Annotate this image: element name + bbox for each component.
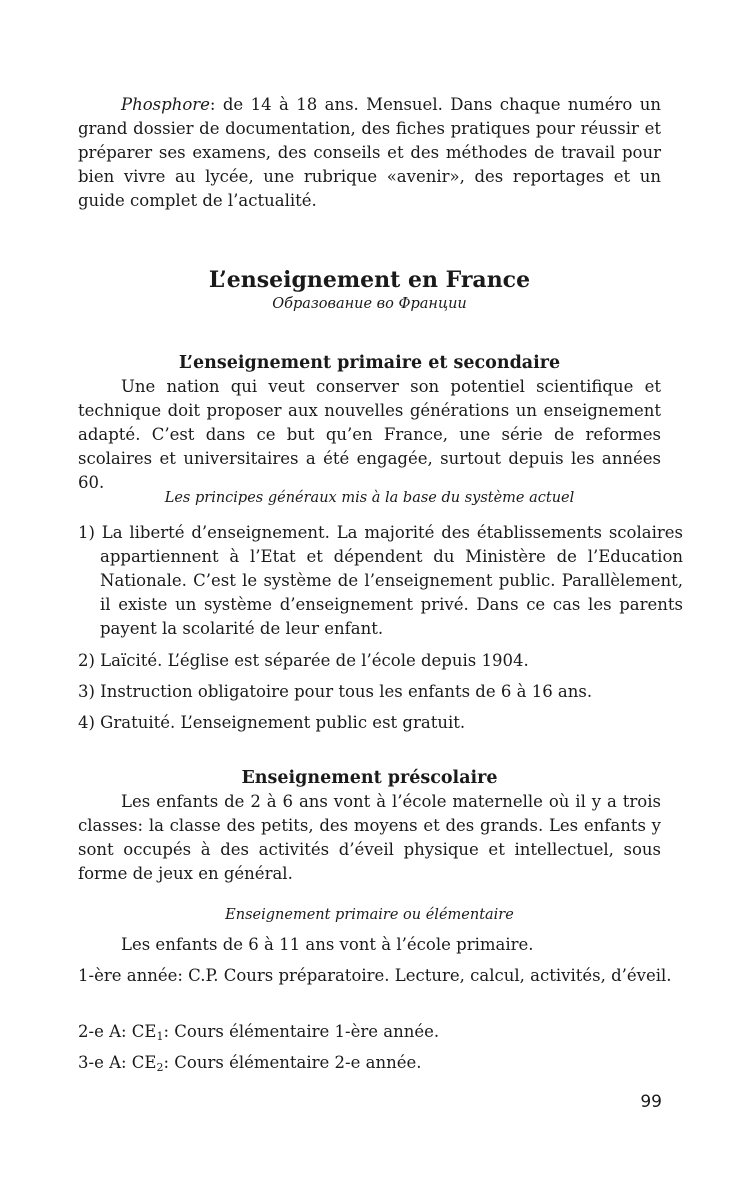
section-heading-preschool: Enseignement préscolaire bbox=[241, 768, 498, 788]
list-item: 4) Gratuité. L’enseignement public est gratuit. bbox=[78, 713, 466, 732]
section-paragraph: Une nation qui veut conserver son potentiel scientifique et technique doit proposer aux nouvelles générations un enseignement adapté. C’est dans ce but qu’en France, une série de reformes scolaires et universitaires a été engagée, surtout depuis les années 60. bbox=[78, 377, 661, 492]
page-number: 99 bbox=[640, 1092, 662, 1112]
section-paragraph: Les enfants de 2 à 6 ans vont à l’école maternelle où il y a trois classes: la classe des petits, des moyens et des grands. Les enfants y sont occupés à des activités d’éveil physique et intellectuel, sous forme de jeux en général. bbox=[78, 792, 661, 883]
list-item: 2) Laïcité. L’église est séparée de l’école depuis 1904. bbox=[78, 651, 529, 670]
list-item: 1) La liberté d’enseignement. La majorité des établissements scolaires appartiennent à l’Etat et dépendent du Ministère de l’Education Nationale. C’est le système de l’enseignement public. Parallèlement, il existe un système d’enseignement privé. Dans ce cas les parents payent la scolarité de leur enfant. bbox=[78, 523, 683, 638]
list-item: 3) Instruction obligatoire pour tous les enfants de 6 à 16 ans. bbox=[78, 682, 593, 701]
magazine-name: Phosphore bbox=[121, 95, 210, 114]
list-item: 2-e A: $CE_1$: Cours élémentaire 1-ère année. bbox=[78, 1022, 440, 1043]
section-heading-primary: Enseignement primaire ou élémentaire bbox=[225, 907, 514, 923]
list-item: 3-e A: $CE_2$: Cours élémentaire 2-e année. bbox=[78, 1053, 422, 1074]
list-item: 1-ère année: C.P. Cours préparatoire. Lecture, calcul, activités, d’éveil. bbox=[78, 966, 672, 985]
section-heading-primary-secondary: L’enseignement primaire et secondaire bbox=[178, 353, 561, 373]
intro-text: : de 14 à 18 ans. Mensuel. Dans chaque numéro un grand dossier de documentation, des fiches pratiques pour réussir et préparer ses examens, des conseils et des méthodes de travail pour bien vivre au lycée, une rubrique «avenir», des reportages et un guide complet de l’actualité. bbox=[78, 95, 661, 210]
page-subtitle: Образование во Франции bbox=[272, 296, 467, 312]
principles-heading: Les principes généraux mis à la base du système actuel bbox=[164, 490, 575, 506]
intro-paragraph bbox=[78, 93, 661, 213]
section-paragraph: Les enfants de 6 à 11 ans vont à l’école primaire. bbox=[121, 935, 534, 954]
page-title: L’enseignement en France bbox=[208, 267, 531, 293]
